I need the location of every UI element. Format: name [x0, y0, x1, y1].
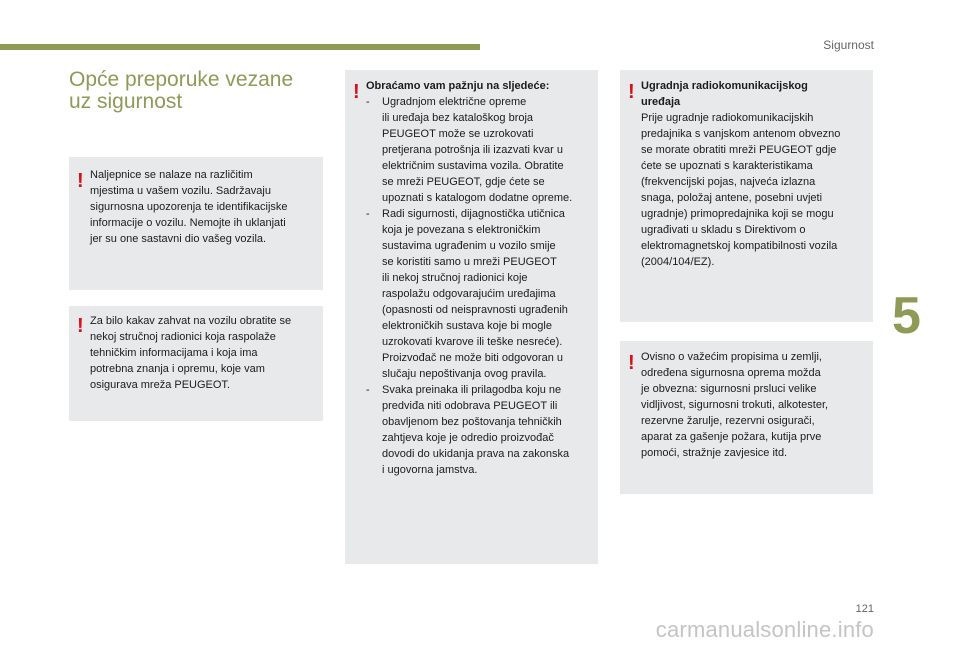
section-name: Sigurnost: [823, 38, 874, 52]
warning-box-labels: [69, 157, 323, 290]
text-line: zahtjeva koje je odredio proizvođač: [382, 432, 554, 444]
text-line: Naljepnice se nalaze na različitim: [90, 169, 253, 181]
warning-text: [366, 78, 594, 478]
box-heading: [641, 78, 865, 110]
text-line: uzrokovati kvarove ili teške nesreće).: [382, 336, 563, 348]
warning-text: [90, 167, 316, 247]
page-title-line: uz sigurnost: [69, 90, 183, 113]
text-line: ugrađivati u skladu s Direktivom o: [641, 224, 806, 236]
warning-box-workshop: [69, 306, 323, 421]
page-title-line: Opće preporuke vezane: [69, 68, 294, 91]
text-line: PEUGEOT može se uzrokovati: [382, 128, 534, 140]
text-line: osigurava mreža PEUGEOT.: [90, 379, 230, 391]
text-line: Prije ugradnje radiokomunikacijskih: [641, 112, 814, 124]
heading-line: uređaja: [641, 96, 681, 108]
warning-icon: !: [77, 315, 84, 337]
text-line: pomoći, stražnje zavjesice itd.: [641, 447, 788, 459]
list-item: [366, 206, 594, 382]
watermark: carmanualsonline.info: [655, 617, 874, 642]
text-line: se mreži PEUGEOT, gdje ćete se: [382, 176, 545, 188]
bullet-list: [366, 94, 594, 478]
warning-icon: !: [77, 170, 84, 192]
warning-text: [641, 349, 865, 461]
dash-marker: -: [366, 384, 370, 396]
text-line: elektromagnetskoj kompatibilnosti vozila: [641, 240, 838, 252]
text-line: (opasnosti od neispravnosti ugrađenih: [382, 304, 568, 316]
warning-icon: !: [353, 81, 360, 103]
dash-marker: -: [366, 208, 370, 220]
text-line: informacije o vozilu. Nemojte ih uklanjati: [90, 217, 286, 229]
text-line: se koristiti samo u mreži PEUGEOT: [382, 256, 557, 268]
dash-marker: -: [366, 96, 370, 108]
text-line: koja je povezana s elektroničkim: [382, 224, 541, 236]
chapter-number: 5: [892, 287, 921, 345]
list-item: [366, 382, 594, 478]
text-line: obavljenom bez poštovanja tehničkih: [382, 416, 562, 428]
heading-line: Ugradnja radiokomunikacijskog: [641, 80, 808, 92]
page-title: [69, 69, 329, 113]
text-line: ili nekoj stručnoj radionici koje: [382, 272, 528, 284]
text-line: upoznati s katalogom dodatne opreme.: [382, 192, 573, 204]
text-line: predajnika s vanjskom antenom obvezno: [641, 128, 841, 140]
text-line: je obvezna: sigurnosni prsluci velike: [641, 383, 817, 395]
text-line: aparat za gašenje požara, kutija prve: [641, 431, 822, 443]
text-line: raspolažu odgovarajućim uređajima: [382, 288, 556, 300]
warning-icon: !: [628, 81, 635, 103]
list-item: [366, 94, 594, 206]
header-accent-bar: [0, 44, 480, 50]
text-line: pretjerana potrošnja ili izazvati kvar u: [382, 144, 563, 156]
text-line: (2004/104/EZ).: [641, 256, 715, 268]
warning-text: [90, 313, 316, 393]
text-line: se morate obratiti mreži PEUGEOT gdje: [641, 144, 837, 156]
text-line: vidljivost, sigurnosni trokuti, alkotester,: [641, 399, 829, 411]
box-heading: Obraćamo vam pažnju na sljedeće:: [366, 80, 550, 92]
text-line: potrebna znanja i opremu, koje vam: [90, 363, 265, 375]
text-line: mjestima u vašem vozilu. Sadržavaju: [90, 185, 271, 197]
text-line: ćete se upoznati s karakteristikama: [641, 160, 813, 172]
warning-box-radio-installation: [620, 70, 873, 322]
text-line: Ugradnjom električne opreme: [382, 96, 527, 108]
warning-box-attention: [345, 70, 598, 564]
text-line: elektroničkih sustava koje bi mogle: [382, 320, 552, 332]
text-line: Radi sigurnosti, dijagnostička utičnica: [382, 208, 565, 220]
text-line: Ovisno o važećim propisima u zemlji,: [641, 351, 822, 363]
warning-icon: !: [628, 352, 635, 374]
text-line: snaga, položaj antene, posebni uvjeti: [641, 192, 823, 204]
text-line: sigurnosna upozorenja te identifikacijske: [90, 201, 288, 213]
text-line: ugradnje) primopredajnika koji se mogu: [641, 208, 834, 220]
text-line: (frekvencijski pojas, najveća izlazna: [641, 176, 816, 188]
warning-text: [641, 78, 865, 270]
text-line: Proizvođač ne može biti odgovoran u: [382, 352, 563, 364]
text-line: nekoj stručnoj radionici koja raspolaže: [90, 331, 276, 343]
text-line: predviđa niti odobrava PEUGEOT ili: [382, 400, 558, 412]
text-line: i ugovorna jamstva.: [382, 464, 478, 476]
text-line: električnim sustavima vozila. Obratite: [382, 160, 564, 172]
text-line: dovodi do ukidanja prava na zakonska: [382, 448, 570, 460]
warning-box-mandatory-equipment: [620, 341, 873, 494]
text-line: tehničkim informacijama i koja ima: [90, 347, 258, 359]
text-line: određena sigurnosna oprema možda: [641, 367, 821, 379]
text-line: slučaju nepoštivanja ovog pravila.: [382, 368, 547, 380]
text-line: rezervne žarulje, rezervni osigurači,: [641, 415, 815, 427]
text-line: ili uređaja bez kataloškog broja: [382, 112, 534, 124]
text-line: jer su one sastavni dio vašeg vozila.: [90, 233, 267, 245]
text-line: sustavima ugrađenim u vozilo smije: [382, 240, 556, 252]
page-number: 121: [855, 603, 874, 615]
text-line: Svaka preinaka ili prilagodba koju ne: [382, 384, 562, 396]
text-line: Za bilo kakav zahvat na vozilu obratite se: [90, 315, 292, 327]
